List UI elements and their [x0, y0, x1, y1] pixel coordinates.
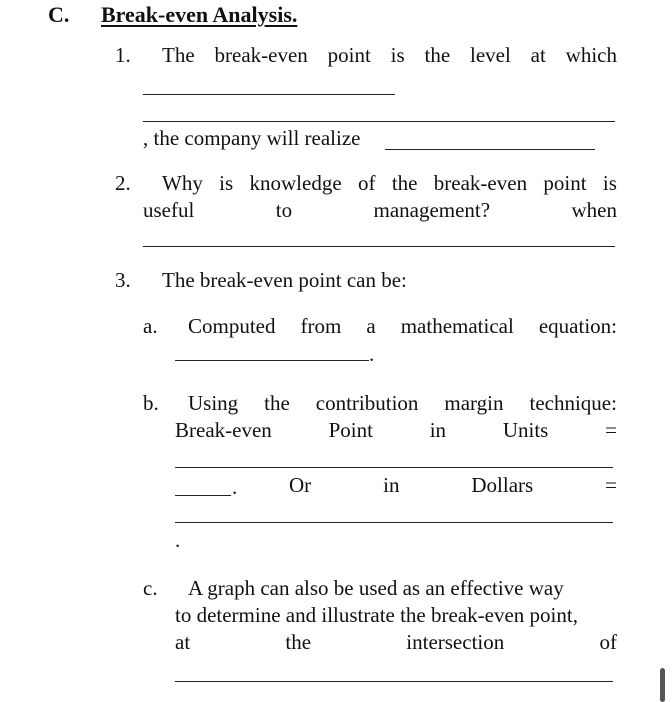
q1-word: level: [470, 43, 511, 67]
q1-word: break-even: [214, 43, 308, 67]
q2-word: knowledge: [249, 171, 342, 195]
section-title: Break-even Analysis.: [101, 2, 298, 27]
q3a-letter: a.: [143, 314, 158, 338]
q3b-word: Units: [502, 418, 549, 442]
q2-word: useful: [143, 198, 195, 222]
q3b-line1: [188, 393, 617, 414]
q3c-line1: A graph can also be used as an effective way: [188, 576, 564, 600]
q2-word: is: [602, 171, 617, 195]
q3b-word: margin: [444, 391, 504, 415]
q3b-word: technique:: [529, 391, 617, 415]
q1-word: point: [327, 43, 371, 67]
q3b-blank-3[interactable]: [175, 522, 613, 523]
q2-word: is: [219, 171, 234, 195]
q3b-word: contribution: [315, 391, 419, 415]
q2-word: of: [357, 171, 376, 195]
q3b-line2: [175, 420, 617, 441]
q3a-word: a: [366, 314, 376, 338]
q3a-word: Computed: [188, 314, 276, 338]
q1-blank-1[interactable]: [143, 94, 395, 95]
q2-word: to: [275, 198, 293, 222]
q3a-period: .: [369, 342, 375, 366]
q3b-word: Point: [328, 418, 373, 442]
q3c-letter: c.: [143, 576, 158, 600]
q3a-word: from: [300, 314, 342, 338]
q2-word: management?: [373, 198, 491, 222]
q3a-word: mathematical: [400, 314, 514, 338]
q2-number: 2.: [115, 171, 131, 195]
q2-line1: [162, 173, 617, 194]
q3c-line2: to determine and illustrate the break-even point,: [175, 603, 578, 627]
q3b-period: .: [232, 475, 238, 499]
q3a-line1: [188, 316, 617, 337]
q3a-word: equation:: [538, 314, 617, 338]
q1-continuation: , the company will realize: [143, 126, 361, 150]
q2-word: the: [391, 171, 418, 195]
q3b-word: in: [429, 418, 447, 442]
q3a-blank[interactable]: [175, 360, 369, 361]
q3b-word: =: [605, 418, 617, 442]
q2-line2: [143, 200, 617, 221]
q1-word: the: [424, 43, 451, 67]
q3b-blank-2[interactable]: [175, 495, 231, 496]
q3b-word: Using: [188, 391, 239, 415]
q3b-word: Break-even: [175, 418, 272, 442]
q3b-word: in: [383, 473, 400, 497]
q3b-letter: b.: [143, 391, 159, 415]
q3c-blank[interactable]: [175, 681, 613, 682]
q2-word: point: [543, 171, 587, 195]
q3c-word: of: [599, 630, 617, 654]
q2-blank[interactable]: [143, 246, 615, 247]
q1-line1: [162, 45, 617, 66]
q3c-word: intersection: [406, 630, 505, 654]
q3-text: The break-even point can be:: [162, 268, 407, 292]
scrollbar-thumb[interactable]: [660, 668, 665, 702]
q3b-word: =: [605, 473, 617, 497]
q1-word: which: [565, 43, 617, 67]
q3c-word: at: [175, 630, 191, 654]
q1-blank-3[interactable]: [385, 149, 595, 150]
q2-word: break-even: [433, 171, 528, 195]
q1-number: 1.: [115, 43, 131, 67]
q3b-word: the: [264, 391, 290, 415]
q1-word: The: [162, 43, 195, 67]
q3b-line3: [289, 475, 617, 496]
q1-blank-2[interactable]: [143, 121, 615, 122]
q3c-line3: [175, 632, 617, 653]
q3b-stray-period: .: [175, 528, 181, 552]
q3-number: 3.: [115, 268, 131, 292]
q1-word: is: [390, 43, 405, 67]
section-letter: C.: [48, 2, 70, 27]
q3b-word: Dollars: [471, 473, 534, 497]
q2-word: when: [571, 198, 617, 222]
q1-word: at: [530, 43, 546, 67]
q2-word: Why: [162, 171, 203, 195]
q3b-word: Or: [289, 473, 312, 497]
q3b-blank-1[interactable]: [175, 467, 613, 468]
q3c-word: the: [285, 630, 312, 654]
